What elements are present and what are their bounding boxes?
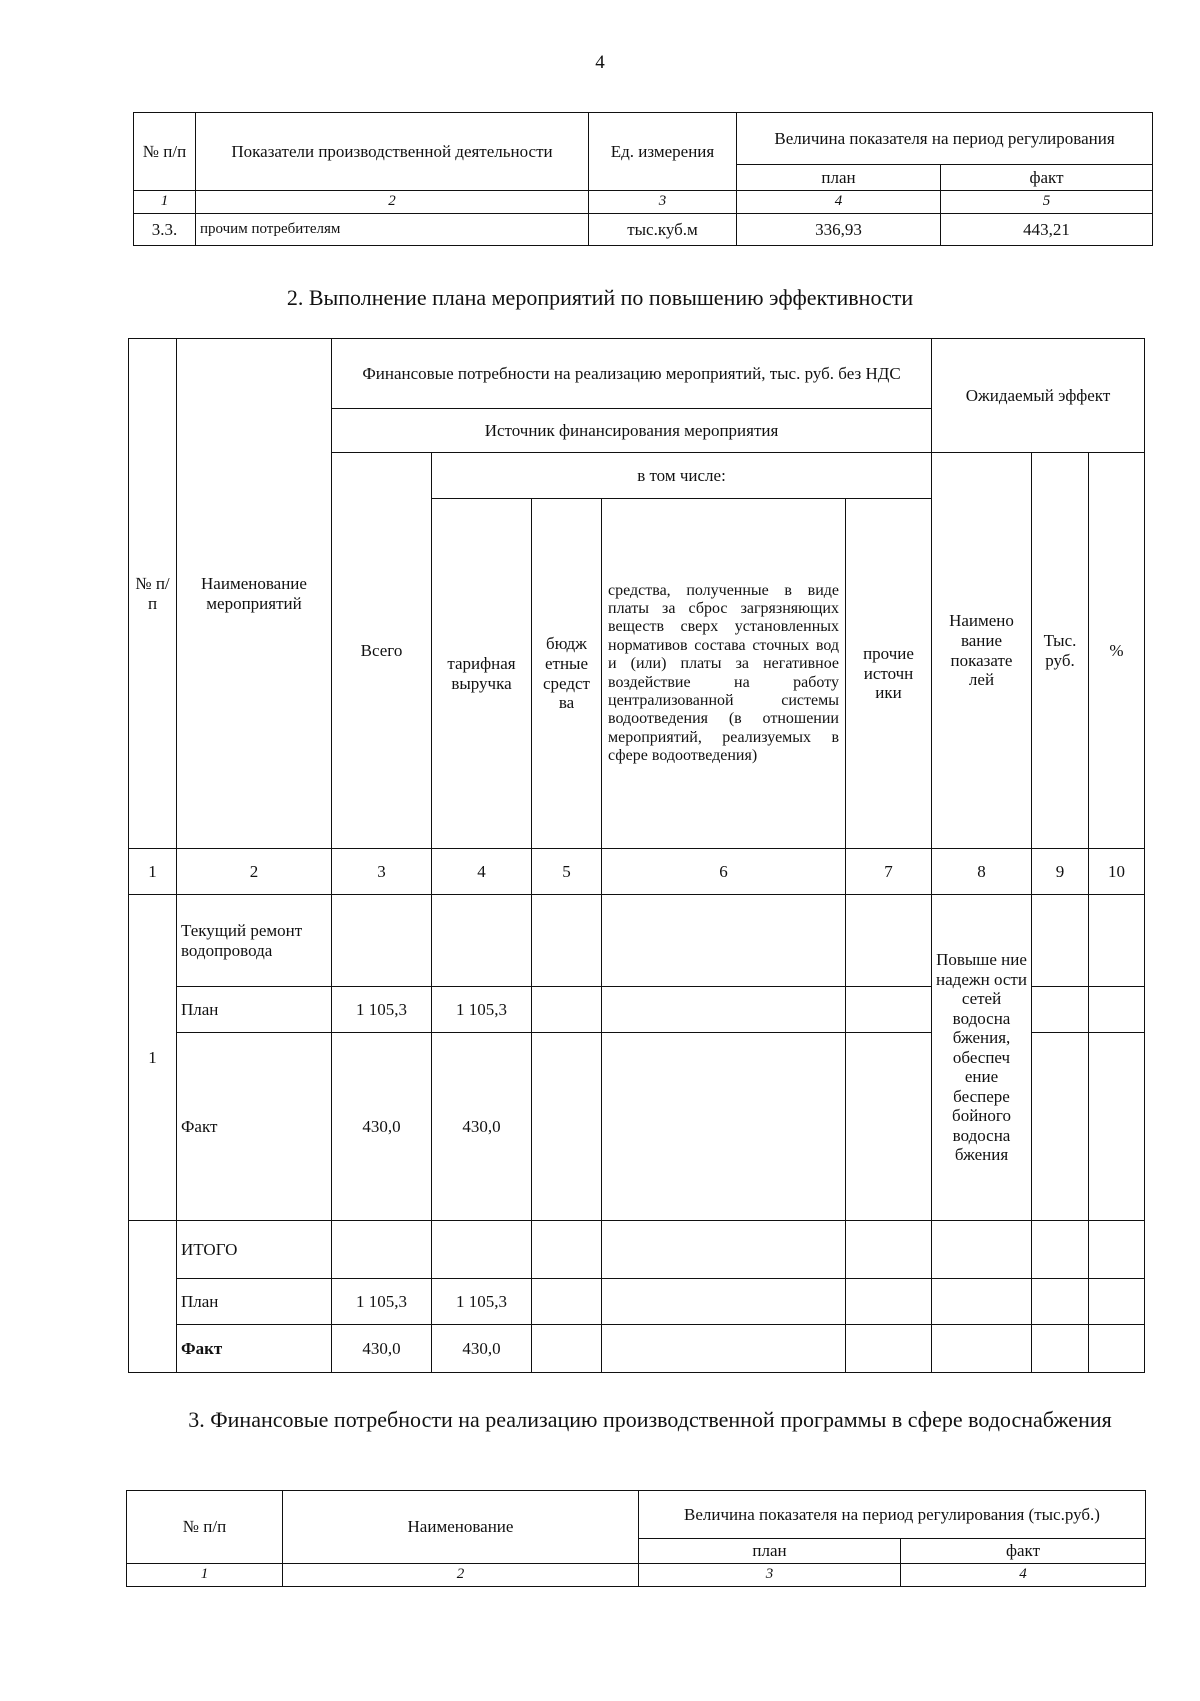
item-plan-label: План bbox=[177, 987, 332, 1033]
item-fact-label: Факт bbox=[177, 1033, 332, 1221]
empty-cell bbox=[532, 895, 602, 987]
table-row bbox=[134, 214, 1153, 246]
index-cell: 5 bbox=[532, 849, 602, 895]
empty-cell bbox=[602, 895, 846, 987]
financial-needs-table bbox=[126, 1490, 1146, 1587]
empty-cell bbox=[1032, 987, 1089, 1033]
empty-cell bbox=[1089, 987, 1145, 1033]
col-fees-header: средства, полученные в виде платы за сброс загрязняющих веществ сверх установленных нормативов состава сточных вод и (или) платы за негативное воздействие на работу централизованной системы водоотведения (в отношении мероприятий, реализуемых в сфере водоотведения) bbox=[602, 499, 846, 849]
section-2-title: 2. Выполнение плана мероприятий по повышению эффективности bbox=[286, 285, 914, 310]
row-name: прочим потребителям bbox=[196, 214, 589, 246]
empty-cell bbox=[532, 1033, 602, 1221]
empty-cell bbox=[846, 1325, 932, 1373]
index-cell: 4 bbox=[432, 849, 532, 895]
row-num: 3.3. bbox=[134, 214, 196, 246]
empty-cell bbox=[602, 1033, 846, 1221]
item-plan-tariff: 1 105,3 bbox=[432, 987, 532, 1033]
col-plan-header: план bbox=[737, 165, 941, 191]
col-value-period-header: Величина показателя на период регулирования (тыс.руб.) bbox=[639, 1491, 1146, 1539]
col-name-header: Наименование мероприятий bbox=[177, 339, 332, 849]
empty-cell bbox=[432, 895, 532, 987]
empty-cell bbox=[602, 1325, 846, 1373]
col-effect-header: Ожидаемый эффект bbox=[932, 339, 1145, 453]
item-num: 1 bbox=[129, 895, 177, 1221]
empty-cell bbox=[532, 987, 602, 1033]
total-fact-tariff: 430,0 bbox=[432, 1325, 532, 1373]
empty-cell bbox=[1089, 895, 1145, 987]
col-thousand-header: Тыс. руб. bbox=[1032, 453, 1089, 849]
empty-cell bbox=[129, 1221, 177, 1373]
index-cell: 6 bbox=[602, 849, 846, 895]
empty-cell bbox=[1032, 1221, 1089, 1279]
empty-cell bbox=[932, 1221, 1032, 1279]
table-row bbox=[129, 1279, 1145, 1325]
col-name-header: Наименование bbox=[283, 1491, 639, 1564]
empty-cell bbox=[846, 1221, 932, 1279]
empty-cell bbox=[1032, 1279, 1089, 1325]
empty-cell bbox=[532, 1325, 602, 1373]
total-fact-total: 430,0 bbox=[332, 1325, 432, 1373]
index-cell: 10 bbox=[1089, 849, 1145, 895]
page-number: 4 bbox=[595, 52, 605, 73]
index-cell: 1 bbox=[134, 191, 196, 214]
index-cell: 3 bbox=[639, 1563, 901, 1586]
empty-cell bbox=[1089, 1325, 1145, 1373]
empty-cell bbox=[1032, 1033, 1089, 1221]
row-fact: 443,21 bbox=[941, 214, 1153, 246]
col-indicator-header: Показатели производственной деятельности bbox=[196, 113, 589, 191]
empty-cell bbox=[602, 1221, 846, 1279]
item-plan-total: 1 105,3 bbox=[332, 987, 432, 1033]
index-cell: 2 bbox=[196, 191, 589, 214]
index-cell: 1 bbox=[129, 849, 177, 895]
empty-cell bbox=[602, 1279, 846, 1325]
index-cell: 4 bbox=[737, 191, 941, 214]
col-tariff-header: тарифная выручка bbox=[432, 499, 532, 849]
col-budget-header: бюдж етные средст ва bbox=[532, 499, 602, 849]
col-fact-header: факт bbox=[941, 165, 1153, 191]
row-unit: тыс.куб.м bbox=[589, 214, 737, 246]
col-total-header: Всего bbox=[332, 453, 432, 849]
empty-cell bbox=[1032, 895, 1089, 987]
empty-cell bbox=[846, 1279, 932, 1325]
row-plan: 336,93 bbox=[737, 214, 941, 246]
empty-cell bbox=[932, 1279, 1032, 1325]
index-cell: 2 bbox=[283, 1563, 639, 1586]
total-title: ИТОГО bbox=[177, 1221, 332, 1279]
total-plan-tariff: 1 105,3 bbox=[432, 1279, 532, 1325]
empty-cell bbox=[1089, 1279, 1145, 1325]
table-row bbox=[129, 895, 1145, 987]
item-title: Текущий ремонт водопровода bbox=[177, 895, 332, 987]
empty-cell bbox=[332, 1221, 432, 1279]
efficiency-measures-table bbox=[128, 338, 1145, 1373]
col-num-header: № п/п bbox=[129, 339, 177, 849]
item-effect-text: Повыше ние надежн ости сетей водосна бжения, обеспеч ение беспере бойного водосна бжения bbox=[932, 895, 1032, 1221]
col-plan-header: план bbox=[639, 1539, 901, 1564]
empty-cell bbox=[932, 1325, 1032, 1373]
total-plan-label: План bbox=[177, 1279, 332, 1325]
col-num-header: № п/п bbox=[134, 113, 196, 191]
col-effect-name-header: Наимено вание показате лей bbox=[932, 453, 1032, 849]
item-fact-tariff: 430,0 bbox=[432, 1033, 532, 1221]
col-other-header: прочие источн ики bbox=[846, 499, 932, 849]
index-cell: 3 bbox=[332, 849, 432, 895]
table-row bbox=[129, 1325, 1145, 1373]
table-row bbox=[129, 1221, 1145, 1279]
total-fact-label: Факт bbox=[177, 1325, 332, 1373]
index-cell: 5 bbox=[941, 191, 1153, 214]
empty-cell bbox=[1089, 1033, 1145, 1221]
empty-cell bbox=[846, 895, 932, 987]
empty-cell bbox=[432, 1221, 532, 1279]
empty-cell bbox=[532, 1221, 602, 1279]
empty-cell bbox=[846, 1033, 932, 1221]
empty-cell bbox=[846, 987, 932, 1033]
col-financing-header: Финансовые потребности на реализацию мероприятий, тыс. руб. без НДС bbox=[332, 339, 932, 409]
empty-cell bbox=[532, 1279, 602, 1325]
col-num-header: № п/п bbox=[127, 1491, 283, 1564]
col-unit-header: Ед. измерения bbox=[589, 113, 737, 191]
col-including-header: в том числе: bbox=[432, 453, 932, 499]
index-cell: 3 bbox=[589, 191, 737, 214]
index-cell: 1 bbox=[127, 1563, 283, 1586]
empty-cell bbox=[1089, 1221, 1145, 1279]
production-indicators-table bbox=[133, 112, 1153, 246]
index-cell: 7 bbox=[846, 849, 932, 895]
col-fact-header: факт bbox=[901, 1539, 1146, 1564]
empty-cell bbox=[602, 987, 846, 1033]
col-value-period-header: Величина показателя на период регулирования bbox=[737, 113, 1153, 165]
index-cell: 9 bbox=[1032, 849, 1089, 895]
empty-cell bbox=[1032, 1325, 1089, 1373]
item-fact-total: 430,0 bbox=[332, 1033, 432, 1221]
col-source-header: Источник финансирования мероприятия bbox=[332, 409, 932, 453]
col-percent-header: % bbox=[1089, 453, 1145, 849]
total-plan-total: 1 105,3 bbox=[332, 1279, 432, 1325]
index-cell: 2 bbox=[177, 849, 332, 895]
section-3-title: 3. Финансовые потребности на реализацию производственной программы в сфере водоснабжения bbox=[188, 1407, 1112, 1432]
index-cell: 4 bbox=[901, 1563, 1146, 1586]
empty-cell bbox=[332, 895, 432, 987]
index-cell: 8 bbox=[932, 849, 1032, 895]
